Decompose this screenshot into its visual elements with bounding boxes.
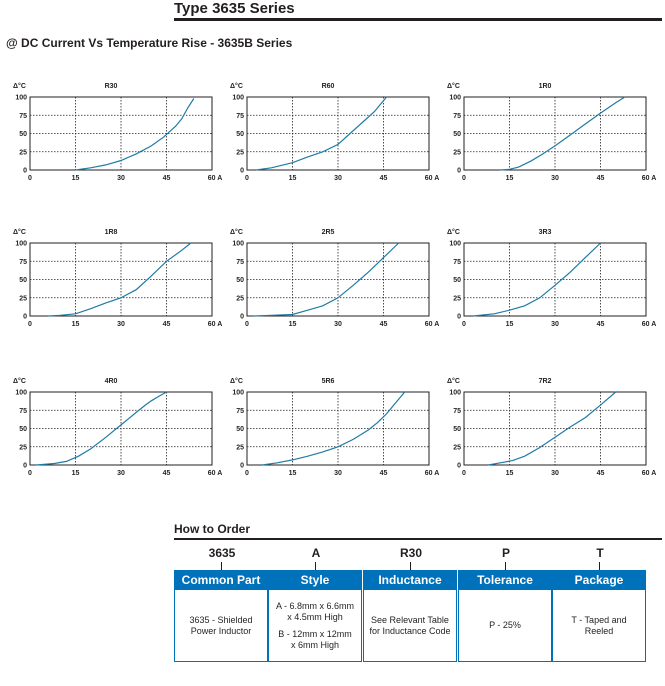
chart-title: 3R3 (538, 229, 552, 236)
order-connector (505, 562, 506, 570)
y-tick-label: 50 (453, 131, 461, 138)
order-description: See Relevant Table for Inductance Code (369, 614, 451, 636)
chart-title: 1R0 (538, 83, 552, 90)
x-tick-label: 30 (334, 470, 342, 477)
x-tick-label: 0 (245, 321, 249, 328)
how-to-order-rule (174, 538, 662, 540)
order-body (459, 590, 551, 661)
order-header: Inductance (364, 571, 456, 590)
order-connector (599, 562, 600, 570)
y-tick-label: 75 (19, 258, 27, 266)
order-description: 3635 - Shielded Power Inductor (189, 614, 253, 636)
x-tick-label: 15 (288, 470, 297, 477)
order-body (269, 590, 361, 661)
y-tick-label: 75 (453, 258, 461, 266)
chart-title: R30 (104, 83, 118, 90)
chart-r30 (13, 82, 222, 182)
order-header: Package (553, 571, 645, 590)
series-line (76, 99, 194, 171)
order-box (552, 570, 646, 662)
chart-5r6 (230, 377, 439, 477)
y-tick-label: 0 (457, 313, 461, 321)
y-tick-label: 75 (236, 112, 244, 120)
y-axis-label: Δ°C (447, 83, 460, 90)
x-tick-label: 15 (505, 321, 514, 328)
y-tick-label: 50 (19, 426, 27, 433)
x-tick-label: 60 A (207, 175, 223, 182)
chart-3r3 (447, 228, 656, 328)
order-header: Common Part (175, 571, 267, 590)
x-tick-label: 45 (379, 175, 388, 182)
y-tick-label: 100 (232, 389, 244, 397)
y-tick-label: 50 (19, 131, 27, 138)
x-tick-label: 30 (551, 175, 559, 182)
x-tick-label: 45 (379, 470, 388, 477)
x-tick-label: 0 (28, 175, 32, 182)
order-connector (221, 562, 222, 570)
x-tick-label: 30 (117, 470, 125, 477)
y-tick-label: 100 (15, 389, 27, 397)
x-tick-label: 60 A (641, 175, 657, 182)
x-tick-label: 0 (245, 470, 249, 477)
y-tick-label: 25 (236, 149, 244, 157)
chart-title: 2R5 (321, 229, 335, 236)
y-tick-label: 100 (449, 389, 461, 397)
order-code: P (501, 546, 510, 560)
y-tick-label: 75 (236, 258, 244, 266)
y-tick-label: 0 (240, 462, 244, 470)
order-description: T - Taped and Reeled (571, 614, 627, 636)
order-box (174, 570, 268, 662)
x-tick-label: 45 (162, 175, 171, 182)
x-tick-label: 0 (462, 470, 466, 477)
y-tick-label: 25 (453, 149, 461, 157)
y-tick-label: 50 (453, 277, 461, 284)
chart-2r5 (230, 228, 439, 328)
x-tick-label: 15 (71, 470, 80, 477)
chart-1r8 (13, 228, 222, 328)
y-tick-label: 100 (232, 94, 244, 102)
y-tick-label: 100 (232, 240, 244, 248)
y-tick-label: 0 (23, 462, 27, 470)
y-tick-label: 0 (240, 167, 244, 175)
x-tick-label: 0 (462, 321, 466, 328)
page-title: Type 3635 Series (174, 0, 295, 17)
y-tick-label: 50 (236, 277, 244, 284)
y-tick-label: 25 (453, 444, 461, 452)
y-tick-label: 50 (453, 426, 461, 433)
x-tick-label: 15 (505, 175, 514, 182)
order-box (268, 570, 362, 662)
y-tick-label: 100 (449, 94, 461, 102)
x-tick-label: 60 A (207, 321, 223, 328)
x-tick-label: 30 (551, 470, 559, 477)
order-code: R30 (399, 546, 422, 560)
x-tick-label: 45 (379, 321, 388, 328)
order-code: T (596, 546, 604, 560)
y-axis-label: Δ°C (230, 83, 243, 90)
y-tick-label: 0 (23, 167, 27, 175)
chart-title: 7R2 (538, 378, 552, 385)
x-tick-label: 60 A (424, 175, 440, 182)
x-tick-label: 0 (245, 175, 249, 182)
x-tick-label: 30 (117, 321, 125, 328)
y-tick-label: 100 (15, 94, 27, 102)
chart-title: 5R6 (321, 378, 335, 385)
x-tick-label: 15 (71, 321, 80, 328)
y-axis-label: Δ°C (13, 83, 26, 90)
how-to-order-title: How to Order (174, 522, 251, 536)
y-tick-label: 25 (236, 444, 244, 452)
x-tick-label: 0 (28, 470, 32, 477)
x-tick-label: 30 (334, 175, 342, 182)
y-axis-label: Δ°C (13, 229, 26, 236)
series-line (36, 392, 166, 465)
y-axis-label: Δ°C (447, 229, 460, 236)
y-tick-label: 75 (19, 112, 27, 120)
y-tick-label: 0 (23, 313, 27, 321)
y-tick-label: 0 (457, 167, 461, 175)
order-connector (315, 562, 316, 570)
order-header: Tolerance (459, 571, 551, 590)
y-axis-label: Δ°C (230, 229, 243, 236)
x-tick-label: 45 (596, 470, 605, 477)
x-tick-label: 60 A (641, 321, 657, 328)
chart-title: R60 (321, 83, 335, 90)
order-code: 3635 (208, 546, 236, 560)
y-tick-label: 25 (236, 295, 244, 303)
y-axis-label: Δ°C (230, 378, 243, 385)
x-tick-label: 0 (462, 175, 466, 182)
order-description: P - 25% (489, 620, 521, 630)
section-subtitle: @ DC Current Vs Temperature Rise - 3635B Series (6, 36, 293, 50)
x-tick-label: 45 (596, 321, 605, 328)
order-body (553, 590, 645, 661)
x-tick-label: 45 (162, 321, 171, 328)
x-tick-label: 15 (505, 470, 514, 477)
y-tick-label: 75 (236, 407, 244, 415)
y-tick-label: 25 (19, 149, 27, 157)
y-tick-label: 0 (240, 313, 244, 321)
order-header: Style (269, 571, 361, 590)
y-axis-label: Δ°C (447, 378, 460, 385)
order-box (458, 570, 552, 662)
chart-r60 (230, 82, 439, 182)
x-tick-label: 60 A (207, 470, 223, 477)
order-description: B - 12mm x 12mm x 6mm High (278, 628, 352, 650)
y-tick-label: 50 (236, 426, 244, 433)
order-description: A - 6.8mm x 6.6mm x 4.5mm High (275, 600, 355, 622)
chart-7r2 (447, 377, 656, 477)
y-axis-label: Δ°C (13, 378, 26, 385)
order-box (363, 570, 457, 662)
y-tick-label: 25 (19, 444, 27, 452)
x-tick-label: 30 (551, 321, 559, 328)
chart-title: 1R8 (104, 229, 118, 236)
y-tick-label: 100 (15, 240, 27, 248)
y-tick-label: 100 (449, 240, 461, 248)
series-line (256, 97, 386, 170)
x-tick-label: 30 (334, 321, 342, 328)
x-tick-label: 0 (28, 321, 32, 328)
chart-4r0 (13, 377, 222, 477)
y-tick-label: 75 (453, 112, 461, 120)
y-tick-label: 50 (19, 277, 27, 284)
chart-title: 4R0 (104, 378, 118, 385)
chart-1r0 (447, 82, 656, 182)
y-tick-label: 25 (453, 295, 461, 303)
order-body (364, 590, 456, 661)
order-connector (410, 562, 411, 570)
y-tick-label: 0 (457, 462, 461, 470)
y-tick-label: 25 (19, 295, 27, 303)
x-tick-label: 15 (288, 321, 297, 328)
x-tick-label: 60 A (424, 470, 440, 477)
order-code: A (311, 546, 321, 560)
x-tick-label: 30 (117, 175, 125, 182)
x-tick-label: 60 A (641, 470, 657, 477)
y-tick-label: 75 (453, 407, 461, 415)
x-tick-label: 15 (288, 175, 297, 182)
y-tick-label: 50 (236, 131, 244, 138)
x-tick-label: 45 (162, 470, 171, 477)
order-body (175, 590, 267, 661)
x-tick-label: 45 (596, 175, 605, 182)
x-tick-label: 15 (71, 175, 80, 182)
y-tick-label: 75 (19, 407, 27, 415)
x-tick-label: 60 A (424, 321, 440, 328)
